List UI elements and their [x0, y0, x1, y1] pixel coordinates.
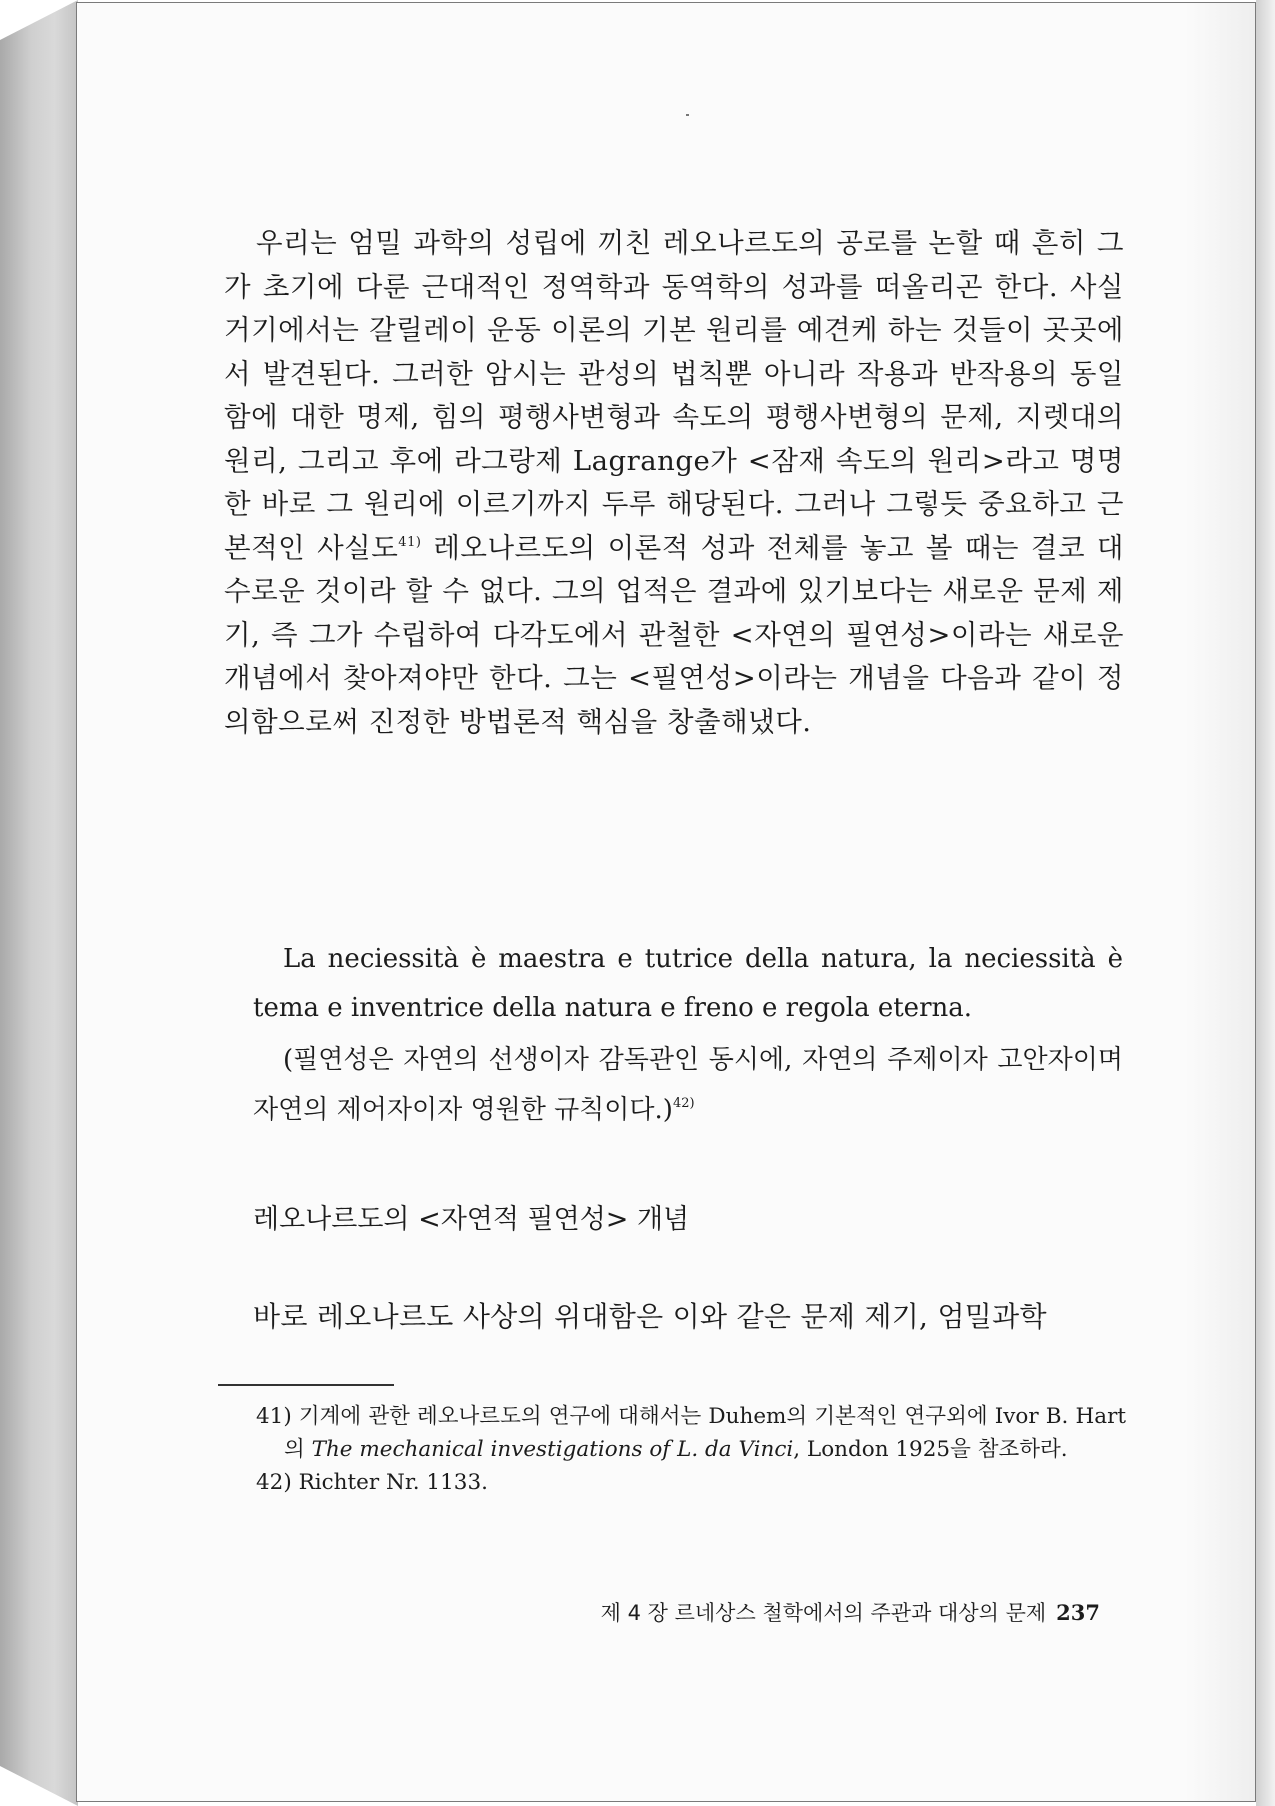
footnote-reference-42[interactable]: 42)	[672, 1096, 695, 1111]
footnote-reference-41[interactable]: 41)	[398, 534, 422, 550]
footnote-41-suffix: , London 1925을 참조하라.	[793, 1437, 1068, 1462]
korean-translation	[253, 1035, 1123, 1135]
section-heading: 레오나르도의 <자연적 필연성> 개념	[253, 1204, 690, 1235]
page-number: 237	[1056, 1600, 1100, 1625]
korean-translation-text: (필연성은 자연의 선생이자 감독관인 동시에, 자연의 주제이자 고안자이며 자연의 제어자이자 영원한 규칙이다.)	[253, 1045, 1123, 1125]
running-footer	[490, 1597, 1100, 1627]
footnote-42: 42) Richter Nr. 1133.	[256, 1470, 488, 1495]
footnotes	[256, 1400, 1126, 1499]
page-edge-shadow	[1185, 3, 1255, 1801]
footer-chapter-title: 제 4 장 르네상스 철학에서의 주관과 대상의 문제	[600, 1601, 1047, 1625]
book-spine	[0, 0, 78, 1806]
body-text-part-1: 우리는 엄밀 과학의 성립에 끼친 레오나르도의 공로를 논할 때 흔히 그가 초기에 다룬 근대적인 정역학과 동역학의 성과를 떠올리곤 한다. 사실 거기에서는 갈릴레이 운동 이론의 기본 원리를 예견케 하는 것들이 곳곳에서 발견된다. 그러한 암시는 관성의 법칙뿐 아니라 작용과 반작용의 동일함에 대한 명제, 힘의 평행사변형과 속도의 평행사변형의 문제, 지렛대의 원리, 그리고 후에 라그랑제 Lagrange가 <잠재 속도의 원리>라고 명명한 바로 그 원리에 이르기까지 두루 해당된다. 그러나 그렇듯 중요하고 근본적인 사실도	[224, 227, 1124, 564]
continuation-line: 바로 레오나르도 사상의 위대함은 이와 같은 문제 제기, 엄밀과학	[253, 1300, 1047, 1333]
footnote-41-title: The mechanical investigations of L. da Vinci	[311, 1437, 794, 1462]
body-text-part-2: 레오나르도의 이론적 성과 전체를 놓고 볼 때는 결코 대수로운 것이라 할 수 없다. 그의 업적은 결과에 있기보다는 새로운 문제 제기, 즉 그가 수립하여 다각도에서 관철한 <자연의 필연성>이라는 새로운 개념에서 찾아져야만 한다. 그는 <필연성>이라는 개념을 다음과 같이 정의함으로써 진정한 방법론적 핵심을 창출해냈다.	[224, 531, 1124, 738]
scan-speck	[686, 114, 689, 116]
footnote-divider	[218, 1384, 394, 1386]
spine-bottom-corner	[0, 1766, 78, 1806]
page-right-edge	[1256, 0, 1275, 1806]
footnote-41	[256, 1400, 1126, 1466]
block-quote	[253, 935, 1123, 1135]
spine-top-corner	[0, 0, 78, 40]
italian-quote: La neciessità è maestra e tutrice della natura, la neciessità è tema e inventrice della natura e freno e regola eterna.	[253, 944, 1123, 1023]
footnote-41-prefix: 41) 기계에 관한 레오나르도의 연구에 대해서는 Duhem의 기본적인 연구외에 Ivor B. Hart의	[256, 1404, 1126, 1462]
body-paragraph	[224, 222, 1124, 744]
